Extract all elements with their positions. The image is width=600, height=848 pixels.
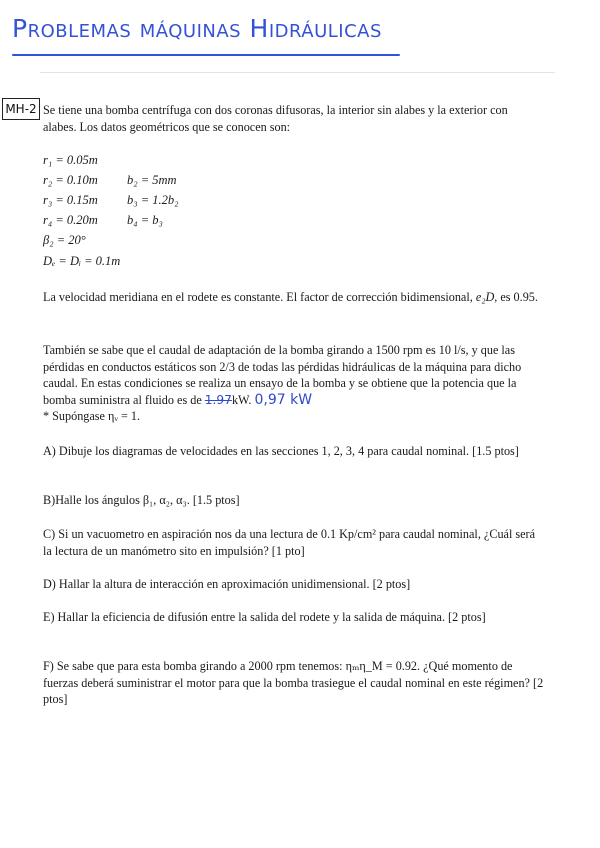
question-f: F) Se sabe que para esta bomba girando a 2000 rpm tenemos: ηₘη_M = 0.92. ¿Qué momento de fuerzas deberá suministrar el motor para que la bomba trasiegue el caudal nominal en este régimen? [2 ptos] xyxy=(43,659,544,706)
geometry-row xyxy=(43,210,163,230)
title-underline xyxy=(12,54,400,56)
struck-value: 1.97 xyxy=(204,392,232,407)
geometry-row xyxy=(43,170,177,190)
correction-factor: e₂D xyxy=(475,290,495,304)
geometry-row xyxy=(43,251,120,271)
geometry-right: b₄ = b₃ xyxy=(127,213,163,227)
velocity-paragraph xyxy=(43,289,543,306)
handwritten-correction: 0,97 kW xyxy=(254,391,313,408)
geometry-row xyxy=(43,150,98,170)
geometry-right: b₂ = 5mm xyxy=(127,173,177,187)
geometry-left: r₄ = 0.20m xyxy=(43,213,98,227)
power-unit: kW. xyxy=(231,392,252,407)
faint-rule xyxy=(40,72,555,73)
problem-tag: MH-2 xyxy=(2,98,40,120)
question-d: D) Hallar la altura de interacción en aproximación unidimensional. [2 ptos] xyxy=(43,577,411,591)
geometry-row xyxy=(43,190,179,210)
geometry-left: β₂ = 20° xyxy=(43,233,86,247)
flow-text: También se sabe que el caudal de adaptación de la bomba girando a 1500 rpm es 10 l/s, y que las pérdidas en conductos estáticos son 2/3 de todas las pérdidas hidráulicas de la máquina para dicho caudal. En estas condiciones se realiza un ensayo de la bomba y se obtiene que la potencia que la bomba suministra al fluido es de xyxy=(43,343,522,407)
velocity-text: La velocidad meridiana en el rodete es constante. El factor de corrección bidimensional, xyxy=(43,290,473,304)
geometry-left: r₁ = 0.05m xyxy=(43,153,98,167)
geometry-left: Dₑ = Dᵢ = 0.1m xyxy=(43,254,121,268)
intro-paragraph: Se tiene una bomba centrífuga con dos coronas difusoras, la interior sin alabes y la exterior con alabes. Los datos geométricos que se conocen son: xyxy=(43,103,508,134)
question-b: B)Halle los ángulos β₁, α₂, α₃. [1.5 ptos] xyxy=(43,493,240,507)
flow-paragraph xyxy=(43,342,548,425)
geometry-left: r₂ = 0.10m xyxy=(43,173,98,187)
page-title: Problemas máquinas Hidráulicas xyxy=(12,14,382,43)
question-e: E) Hallar la eficiencia de difusión entre la salida del rodete y la salida de máquina. [2 ptos] xyxy=(43,610,486,624)
question-a: A) Dibuje los diagramas de velocidades en las secciones 1, 2, 3, 4 para caudal nominal. [1.5 ptos] xyxy=(43,444,519,458)
geometry-right: b₃ = 1.2b₂ xyxy=(127,193,179,207)
geometry-row xyxy=(43,230,86,250)
geometry-left: r₃ = 0.15m xyxy=(43,193,98,207)
question-c: C) Si un vacuometro en aspiración nos da una lectura de 0.1 Kp/cm² para caudal nominal, ¿Cuál será la lectura de un manómetro sito en impulsión? [1 pto] xyxy=(43,527,536,558)
assumption-note: * Supóngase ηᵥ = 1. xyxy=(43,409,141,423)
velocity-tail: , es 0.95. xyxy=(494,290,538,304)
